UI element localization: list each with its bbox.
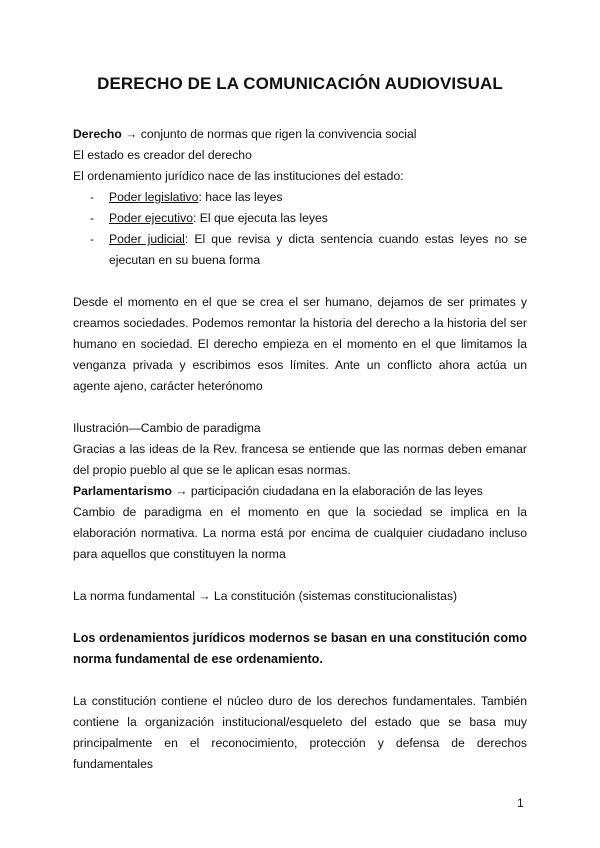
dash-bullet: - bbox=[90, 232, 95, 246]
power-name: Poder legislativo bbox=[109, 190, 199, 204]
power-desc: : El que ejecuta las leyes bbox=[193, 211, 328, 225]
cambio-paradigma-text: Cambio de paradigma en el momento en que la sociedad se implica en la elaboración normativa. La norma está por encima de cualquier ciudadano incluso para aquellos que constituyen la norma bbox=[73, 505, 527, 561]
list-item bbox=[73, 208, 527, 229]
power-desc: : El que revisa y dicta sentencia cuando estas leyes no se ejecutan en su buena forma bbox=[109, 232, 527, 267]
ilustracion-heading: Ilustración—Cambio de paradigma bbox=[73, 421, 261, 435]
derecho-definition bbox=[73, 124, 527, 145]
list-item bbox=[73, 187, 527, 208]
dash-bullet: - bbox=[90, 211, 95, 225]
parlamentarismo-def: → participación ciudadana en la elaboración de las leyes bbox=[171, 484, 483, 498]
parlamentarismo-definition bbox=[73, 481, 527, 502]
power-name: Poder judicial bbox=[109, 232, 185, 246]
dash-bullet: - bbox=[90, 190, 95, 204]
intro-line-2: El estado es creador del derecho bbox=[73, 148, 252, 162]
derecho-def: → conjunto de normas que rigen la convivencia social bbox=[121, 127, 417, 141]
derecho-term: Derecho bbox=[73, 127, 122, 141]
parlamentarismo-term: Parlamentarismo bbox=[73, 484, 172, 498]
power-name: Poder ejecutivo bbox=[109, 211, 194, 225]
paragraph-constitucion: La constitución contiene el núcleo duro de los derechos fundamentales. También contiene la organización institucional/esqueleto del estado que se basa muy principalmente en el reconocimiento, protección y defensa de derechos fundamentales bbox=[73, 694, 527, 771]
powers-list bbox=[73, 187, 527, 271]
page-title: DERECHO DE LA COMUNICACIÓN AUDIOVISUAL bbox=[97, 74, 503, 93]
page-number: 1 bbox=[517, 796, 524, 810]
ilustracion-text: Gracias a las ideas de la Rev. francesa se entiende que las normas deben emanar del propio pueblo al que se le aplican esas normas. bbox=[73, 442, 527, 477]
bold-statement: Los ordenamientos jurídicos modernos se basan en una constitución como norma fundamental de ese ordenamiento. bbox=[73, 631, 527, 666]
list-item bbox=[73, 229, 527, 271]
paragraph-history: Desde el momento en el que se crea el ser humano, dejamos de ser primates y creamos sociedades. Podemos remontar la historia del derecho a la historia del ser humano en sociedad. El derecho empieza en el momento en el que limitamos la venganza privada y escribimos esos límites. Ante un conflicto ahora actúa un agente ajeno, carácter heterónomo bbox=[73, 295, 527, 393]
intro-line-3: El ordenamiento jurídico nace de las instituciones del estado: bbox=[73, 169, 404, 183]
power-desc: : hace las leyes bbox=[198, 190, 283, 204]
norma-fundamental: La norma fundamental → La constitución (sistemas constitucionalistas) bbox=[73, 589, 458, 603]
document-body bbox=[73, 124, 527, 775]
